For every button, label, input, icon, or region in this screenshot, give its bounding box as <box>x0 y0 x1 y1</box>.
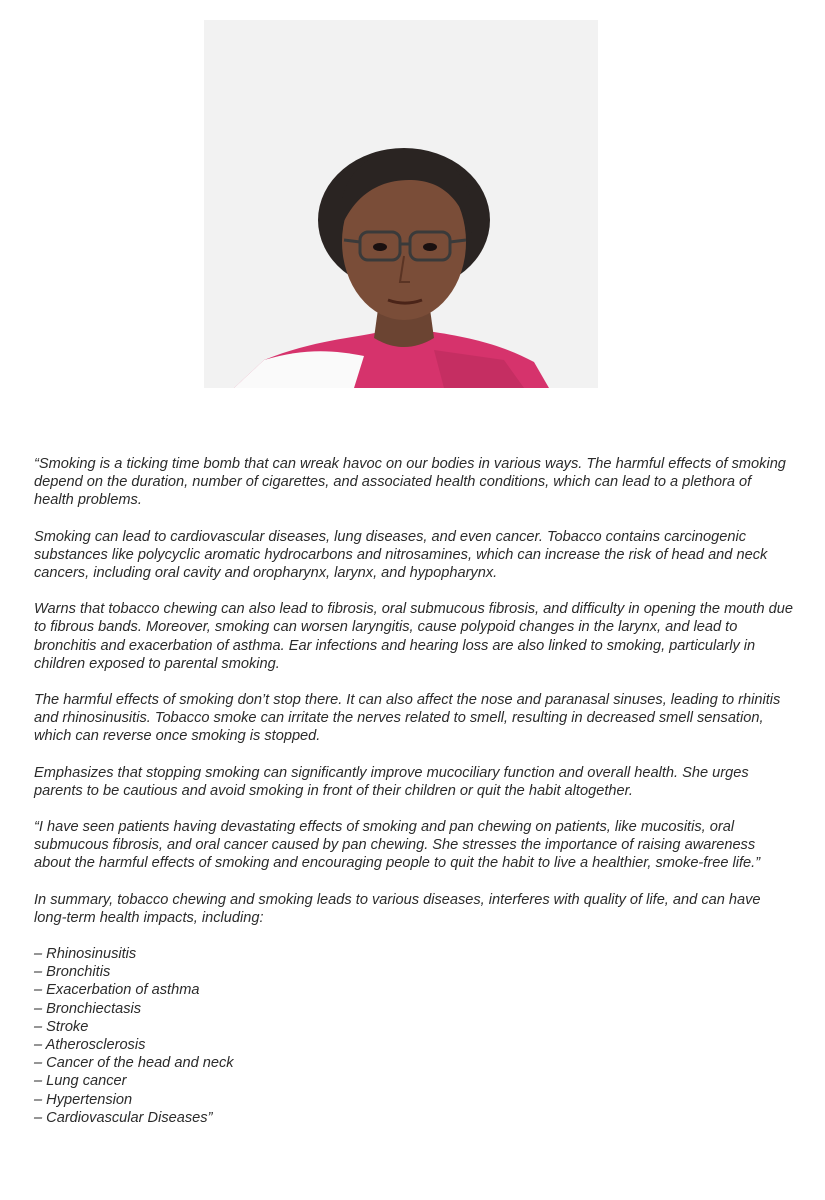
health-impacts-list <box>34 945 794 1127</box>
paragraph-nose-sinuses: The harmful effects of smoking don’t stop there. It can also affect the nose and paranasal sinuses, leading to rhinitis and rhinosinusitis. Tobacco smoke can irritate the nerves related to smell, resulting in decreased smell sensation, which can reverse once smoking is stopped. <box>34 692 781 745</box>
article-body <box>34 455 794 1127</box>
paragraph-cancer-risk: Smoking can lead to cardiovascular diseases, lung diseases, and even cancer. Tobacco contains carcinogenic substances like polycyclic aromatic hydrocarbons and nitrosamines, which can increase the risk of head and neck cancers, including oral cavity and oropharynx, larynx, and hypopharynx. <box>34 528 768 582</box>
portrait-photo <box>204 20 598 388</box>
list-item: – Stroke <box>34 1018 89 1035</box>
paragraph-patient-quote: “I have seen patients having devastating effects of smoking and pan chewing on patients, like mucositis, oral submucous fibrosis, and oral cancer caused by pan chewing. She stresses the importance of raising awareness about the harmful effects of smoking and encouraging people to quit the habit to live a healthier, smoke-free life.” <box>34 819 761 872</box>
paragraph-intro-quote: “Smoking is a ticking time bomb that can wreak havoc on our bodies in various ways. The harmful effects of smoking depend on the duration, number of cigarettes, and associated health conditions, which can lead to a plethora of health problems. <box>34 456 786 509</box>
paragraph-chewing-effects: Warns that tobacco chewing can also lead to fibrosis, oral submucous fibrosis, and difficulty in opening the mouth due to fibrous bands. Moreover, smoking can worsen laryngitis, cause polypoid changes in the larynx, and lead to bronchitis and exacerbation of asthma. Ear infections and hearing loss are also linked to smoking, particularly in children exposed to parental smoking. <box>34 601 794 672</box>
list-item: – Lung cancer <box>34 1073 127 1090</box>
list-item: – Atherosclerosis <box>34 1037 146 1054</box>
list-item: – Cancer of the head and neck <box>34 1055 234 1072</box>
list-item: – Cardiovascular Diseases” <box>34 1109 213 1126</box>
list-item: – Bronchiectasis <box>34 1000 142 1017</box>
list-item: – Bronchitis <box>34 964 111 981</box>
paragraph-summary: In summary, tobacco chewing and smoking leads to various diseases, interferes with quality of life, and can have long-term health impacts, including: <box>34 891 761 926</box>
list-item: – Exacerbation of asthma <box>34 982 200 999</box>
list-item: – Rhinosinusitis <box>34 946 137 963</box>
paragraph-stopping-smoking: Emphasizes that stopping smoking can significantly improve mucociliary function and overall health. She urges parents to be cautious and avoid smoking in front of their children or quit the habit altogether. <box>34 764 749 799</box>
list-item: – Hypertension <box>34 1091 133 1108</box>
portrait-illustration <box>204 20 598 388</box>
